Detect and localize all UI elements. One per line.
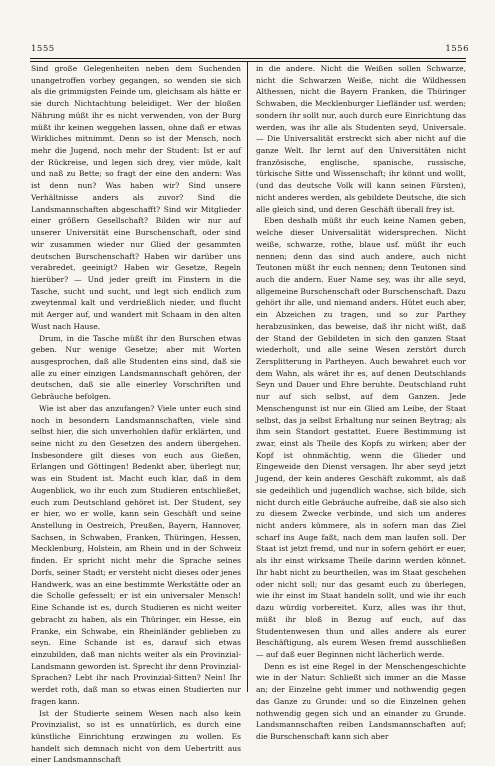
paragraph: Sind große Gelegenheiten neben dem Suchenden unangetroffen vorbey gegangen, so wenden sie sich als die grimmigsten Feinde um, gleichsam als hätte er sie durch Nichtachtung beleidiget. Wer der bloßen Nährung müßt ihr es nicht verwenden, von der Burg müßt ihr keinen weggehen lassen, ohne daß er etwas Wirkliches mitnimmt. Denn so ist der Mensch, noch mehr die Jugend, noch mehr der Student: Ist er auf der Rückreise, und legen sich drey, vier müde, kalt und naß zu Bette; so fragt der eine den andern: Was ist denn nun? Was haben wir? Sind unsere Verhältnisse anders als zuvor? Sind die Landsmannschaften abgeschafft? Sind wir Mitglieder einer größern Gesellschaft? Bilden wir nur auf unserer Universität eine Burschenschaft, oder sind wir zusammen wieder nur Glied der gesammten deutschen Burschenschaft? Haben wir darüber uns verabredet, geeinigt? Haben wir Gesetze, Regeln hierüber? — Und jeder greift im Finstern in die Tasche, sucht und sucht, und legt sich endlich zum zweytenmal kalt und verdrießlich nieder, und flucht mit Aerger auf, und wandert mit Schaam in den alten Wust nach Hause. [31,64,241,331]
page-number-left: 1555 [31,44,55,54]
paragraph: Ist der Studierte seinem Wesen nach also kein Provinzialist, so ist es unnatürlich, es durch eine künstliche Einrichtung erzwingen zu wollen. Es handelt sich demnach nicht von dem Uebertritt aus einer Landsmannschaft [31,708,241,765]
paragraph: Drum, in die Tasche müßt ihr den Burschen etwas geben. Nur wenige Gesetze; aber mit Worten ausgesprochen, daß alle Studenten eins sind, daß sie alle zu einer einzigen Landsmannschaft gehören, der deutschen, daß sie alle einerley Vorschriften und Gebräuche befolgen. [31,333,241,402]
paragraph: in die andere. Nicht die Weißen sollen Schwarze, nicht die Schwarzen Weiße, nicht die Wildhessen Althessen, nicht die Bayern Franken, die Thüringer Schwaben, die Mecklenburger Liefländer usf. werden; sondern ihr sollt nur, auch durch eure Einrichtung das werden, was ihr alle als Studenten seyd, Universale. — Die Universalität erstreckt sich aber nicht auf die ganze Welt. Ihr lernt auf den Universitäten nicht französische, englische, spanische, russische, türkische Sitte und Wissenschaft; ihr könnt und wollt, (und das deutsche Volk will kann seinen Fürsten), nicht anderes werden, als gebildete Deutsche, die sich alle gleich sind, und deren Geschäft überall frey ist. [256,64,466,214]
page-number-right: 1556 [445,44,469,54]
column-divider [247,62,248,692]
paragraph: Wie ist aber das anzufangen? Viele unter euch sind noch in besondern Landsmannschaften, viele sind selbst hier, die sich unverhohlen dafür erklärten, und seine nicht zu den Gesetzen des andern übergehen. Insbesondere gilt dieses von euch aus Gießen, Erlangen und Göttingen! Bedenkt aber, überlegt nur, was ein Student ist. Macht euch klar, daß in dem Augenblick, wo ihr euch zum Studieren entschließet, euch zum Deutschland gehöret ist. Der Student, sey er hier, wo er wolle, kann sein Geschäft und seine Anstellung in Oestreich, Preußen, Bayern, Hannover, Sachsen, in Schwaben, Franken, Thüringen, Hessen, Mecklenburg, Holstein, am Rhein und in der Schweiz finden. Er spricht nicht mehr die Sprache seines Dorfs, seiner Stadt; er versteht nicht dieses oder jenes Handwerk, was an eine bestimmte Werkstätte oder an die Scholle gefesselt; er ist ein universaler Mensch! Eine Schande ist es, durch Studieren es nicht weiter gebracht zu haben, als ein Thüringer, ein Hesse, ein Franke, ein Schwabe, ein Rheinländer geblieben zu seyn. Eine Schande ist es, darauf sich etwas einzubilden, daß man nichts weiter als ein Provinzial-Landsmann geworden ist. Sprecht ihr denn Provinzial-Sprachen? Lebt ihr nach Provinzial-Sitten? Nein! Ihr werdet roth, daß man so etwas einen Studierten nur fragen kann. [31,403,241,706]
paragraph: Denn es ist eine Regel in der Menschengeschichte wie in der Natur: Schließt sich immer an die Masse an; der Einzelne geht immer und nothwendig gegen das Ganze zu Grunde: und so die Einzelnen gehen nothwendig gegen sich und an einander zu Grunde. Landsmannschaften reiben Landsmannschaften auf; die Burschenschaft kann sich aber [256,661,466,741]
left-column [31,63,241,766]
right-column [256,63,466,743]
paragraph: Eben deshalb müßt ihr euch keine Namen geben, welche dieser Universalität widersprechen. Nicht weiße, schwarze, rothe, blaue usf. müßt ihr euch nennen; denn das sind auch andere, auch nicht Teutonen müßt ihr euch nennen; denn Teutonen sind auch die andern. Euer Name sey, was ihr alle seyd, allgemeine Burschenschaft oder Burschenschaft. Dazu gehört ihr alle, und niemand anders. Hütet euch aber, ein Abzeichen zu tragen, und so zur Parthey herabzusinken, das beweise, daß ihr nicht wißt, daß der Stand der Gebildeten in sich den ganzen Staat wiederholt, und alle seine Wesen zerstört durch Zersplitterung in Partheyen. Auch bewahret euch vor dem Wahn, als wäret ihr es, auf denen Deutschlands Seyn und Dauer und Ehre beruhte. Deutschland ruht nur auf sich selbst, auf dem Ganzen. Jede Menschengunst ist nur ein Glied am Leibe, der Staat selbst, das ja selbst Erhaltung nur seinen Beytrag; als ihm sein Standort gestattet. Euere Bestimmung ist zwar, einst als Theile des Kopfs zu wirken; aber der Kopf ist ohnmächtig, wenn die Glieder und Eingeweide den Dienst versagen. Ihr aber seyd jetzt Jugend, der kein anderes Geschäft zukommt, als daß sie gedeihlich und jugendlich wachse, sich bilde, sich nicht durch eitle Gebräuche aufreibe, daß sie also sich zu diesem Zwecke verbinde, und sich um anderes nicht anders kümmere, als in sofern man das Ziel scharf ins Auge faßt, nach dem man laufen soll. Der Staat ist jetzt fremd, und nur in sofern gehört er euer, als ihr einst wirksame Theile darinn werden könnet. Ihr habt nicht zu beurtheilen, was im Staat geschehen oder nicht soll; nur das gesamt euch zu überlegen, wie ihr einst im Staat handeln sollt, und wie ihr euch dazu würdig vorbereitet. Kurz, alles was ihr thut, müßt ihr bloß in Bezug auf euch, auf das Studentenwesen thun und alles andere als eurer Beschäftigung, als eurem Wesen fremd ausschließen — auf daß euer Beginnen nicht lächerlich werde. [256,216,466,659]
header-rule [30,58,466,62]
